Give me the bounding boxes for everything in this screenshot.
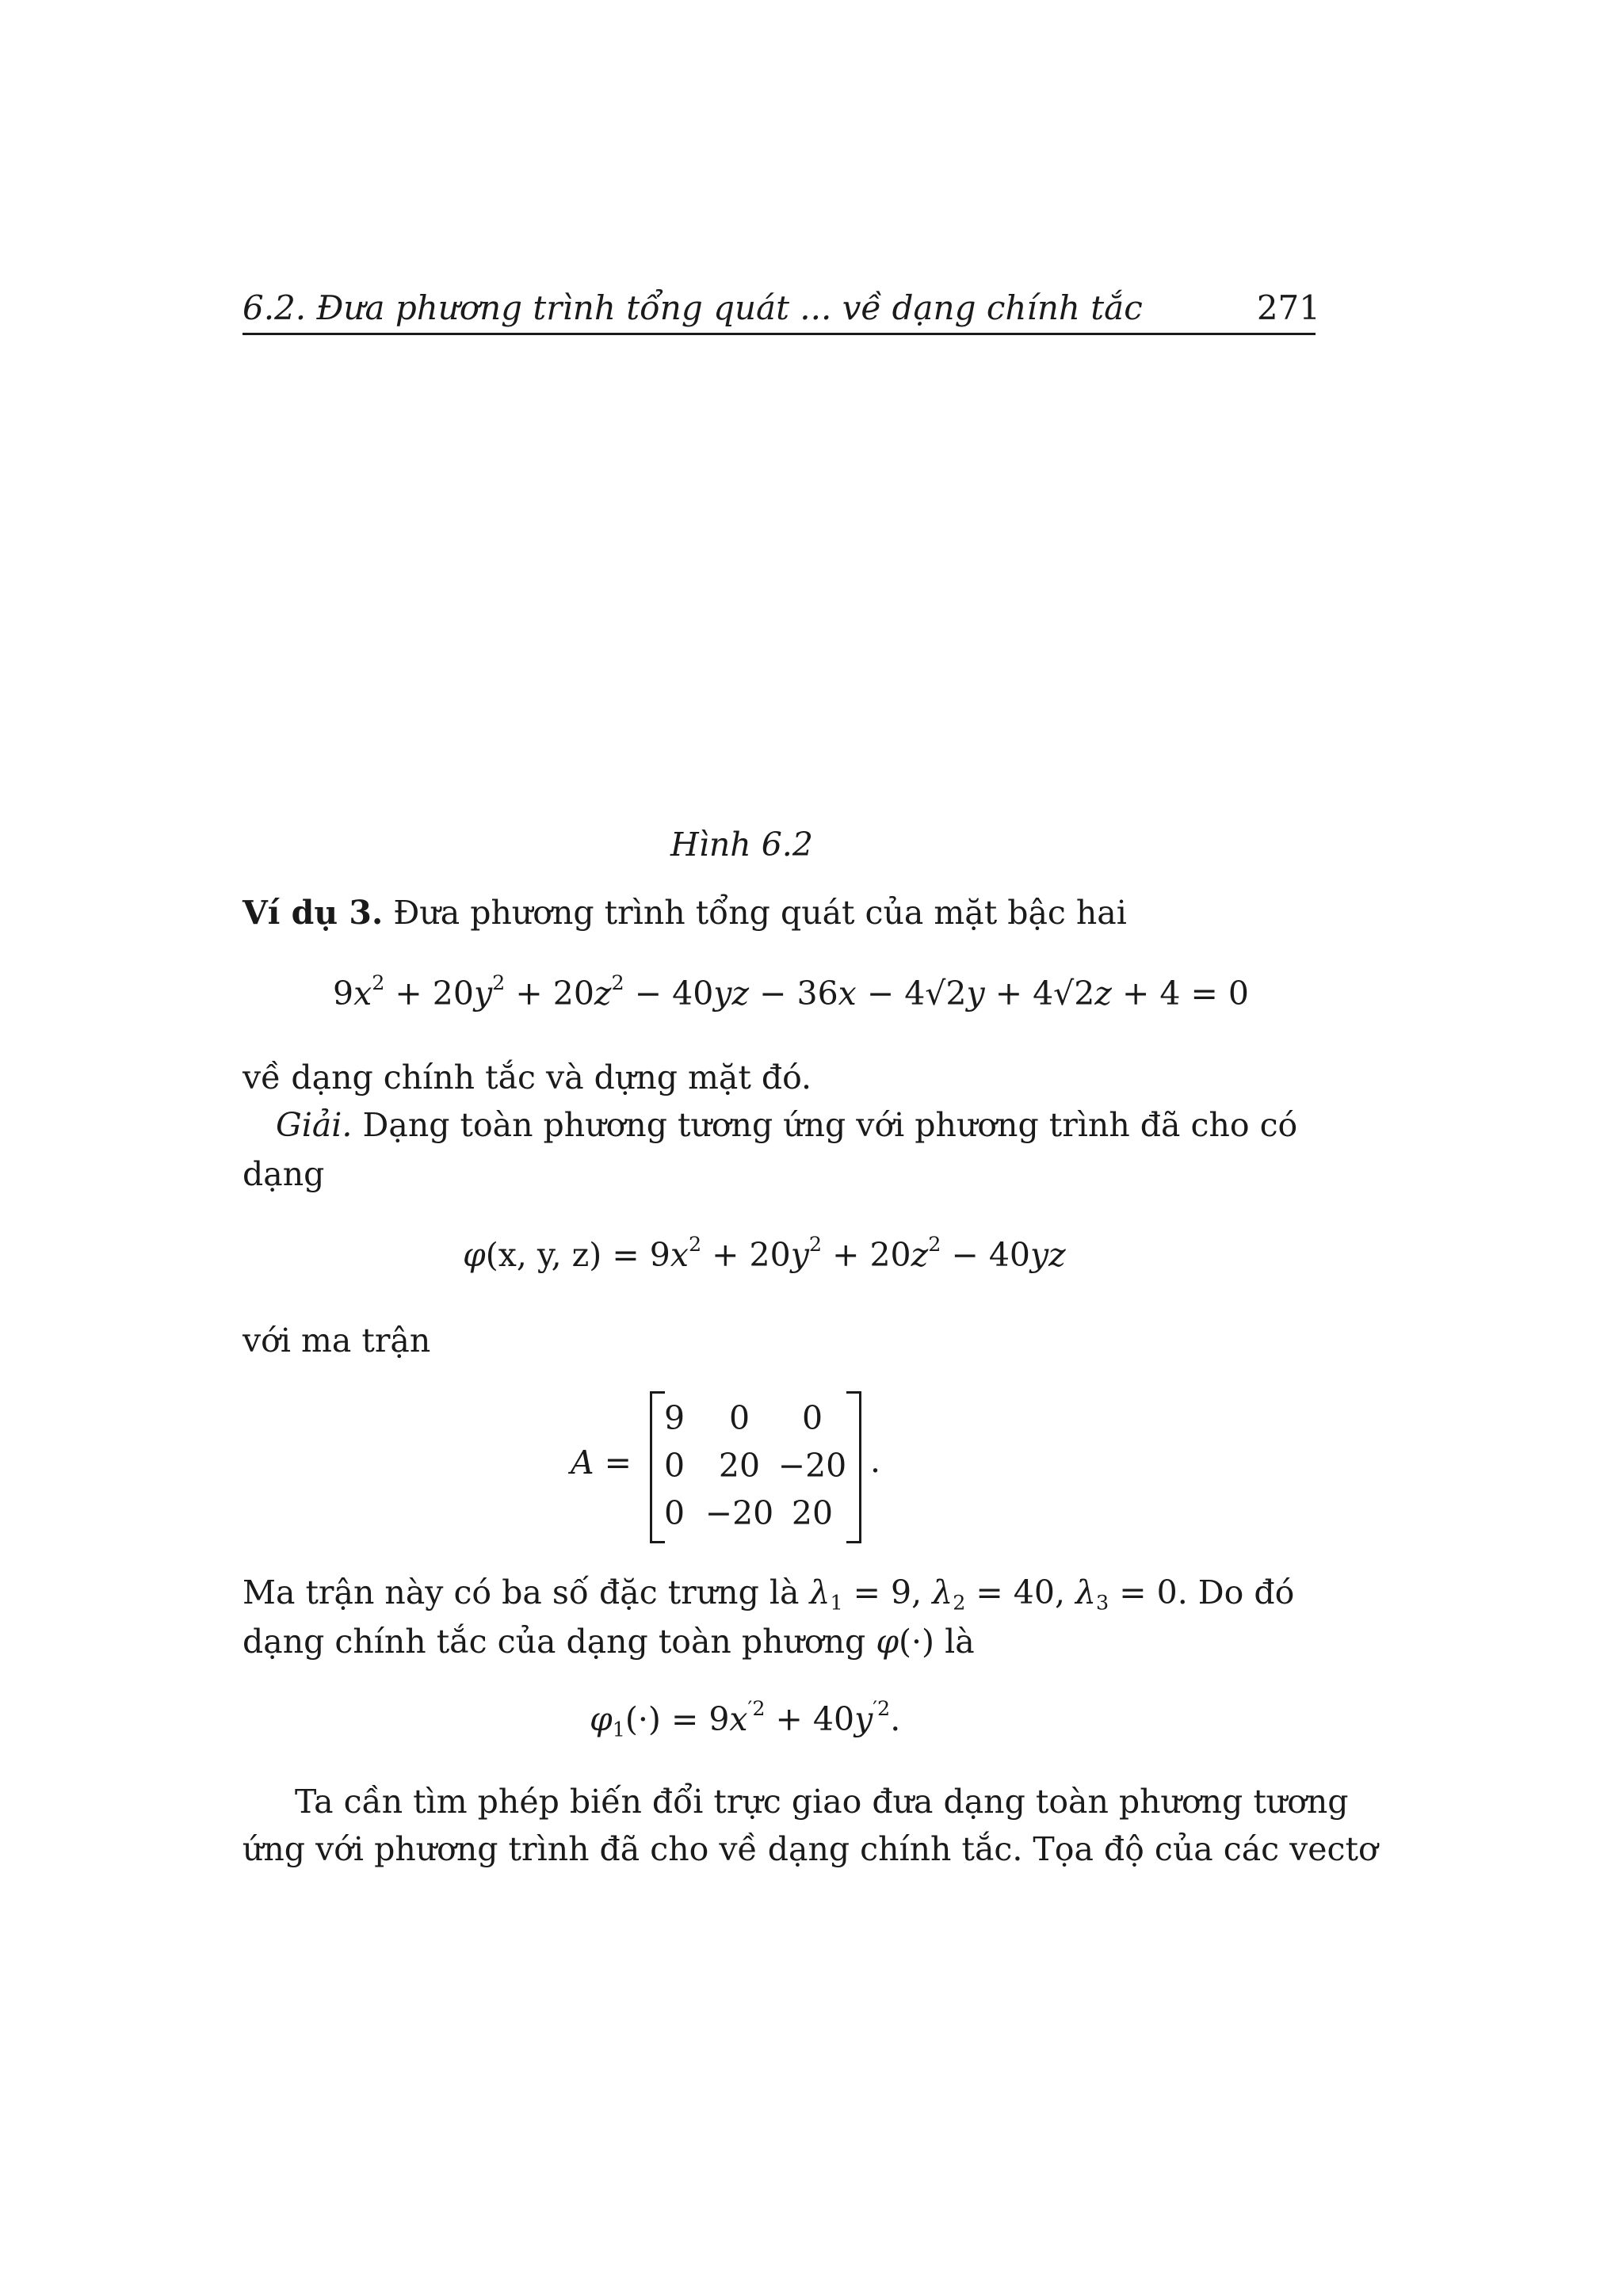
matrix-lhs: A = xyxy=(571,1444,632,1482)
matrix-cell: 0 xyxy=(801,1399,823,1437)
quadric-equation: $9x^2 + 20y^2 + 20z^2 - 40yz - 36x - 4√2y + 4√2z + 4 = 0$ xyxy=(333,970,1250,1013)
paragraph-line: ứng với phương trình đã cho về dạng chính tắc. Tọa độ của các vectơ xyxy=(242,1830,1378,1868)
solution-second-line: dạng xyxy=(242,1155,325,1193)
example-label: Ví dụ 3. xyxy=(242,894,384,932)
header-rule xyxy=(242,333,1316,335)
matrix-cell: 0 xyxy=(728,1399,750,1437)
canonical-form-equation: $\varphi_1(\cdot) = 9x^{'2} + 40y^{'2}$. xyxy=(590,1695,901,1741)
matrix-cell: 0 xyxy=(664,1494,685,1532)
eigenvalues-line: Ma trận này có ba số đặc trưng là $\lambda_1 = 9$, $\lambda_2 = 40$, $\lambda_3 = 0$. Do đó xyxy=(242,1573,1295,1615)
matrix-period: . xyxy=(870,1442,881,1480)
matrix-cell: 20 xyxy=(718,1447,761,1485)
running-head: 6.2. Đưa phương trình tổng quát ... về dạng chính tắc xyxy=(242,288,1143,327)
matrix-A xyxy=(663,1394,848,1537)
matrix-cell: −20 xyxy=(705,1494,774,1532)
matrix-cell: 20 xyxy=(791,1494,834,1532)
matrix-cell: 9 xyxy=(664,1399,685,1437)
matrix-right-bracket xyxy=(846,1391,861,1543)
canonical-intro-line: dạng chính tắc của dạng toàn phương φ(·) là xyxy=(242,1623,975,1661)
matrix-cell: 0 xyxy=(664,1447,685,1485)
quadratic-form-equation: φ(x, y, $z) = 9x^2 + 20y^2 + 20z^2 - 40yz$ xyxy=(463,1231,1066,1274)
example-heading-line xyxy=(242,894,1127,933)
example-task-text: về dạng chính tắc và dựng mặt đó. xyxy=(242,1058,812,1097)
solution-first-line: Giải. Dạng toàn phương tương ứng với phương trình đã cho có xyxy=(276,1106,1298,1144)
solution-label: Giải. xyxy=(276,1106,353,1144)
page-number: 271 xyxy=(1256,288,1320,327)
example-intro: Đưa phương trình tổng quát của mặt bậc hai xyxy=(393,894,1127,932)
matrix-cell: −20 xyxy=(777,1447,847,1485)
paragraph-line: Ta cần tìm phép biến đổi trực giao đưa dạng toàn phương tương xyxy=(295,1783,1349,1821)
matrix-intro-text: với ma trận xyxy=(242,1322,431,1360)
figure-caption: Hình 6.2 xyxy=(670,826,813,864)
